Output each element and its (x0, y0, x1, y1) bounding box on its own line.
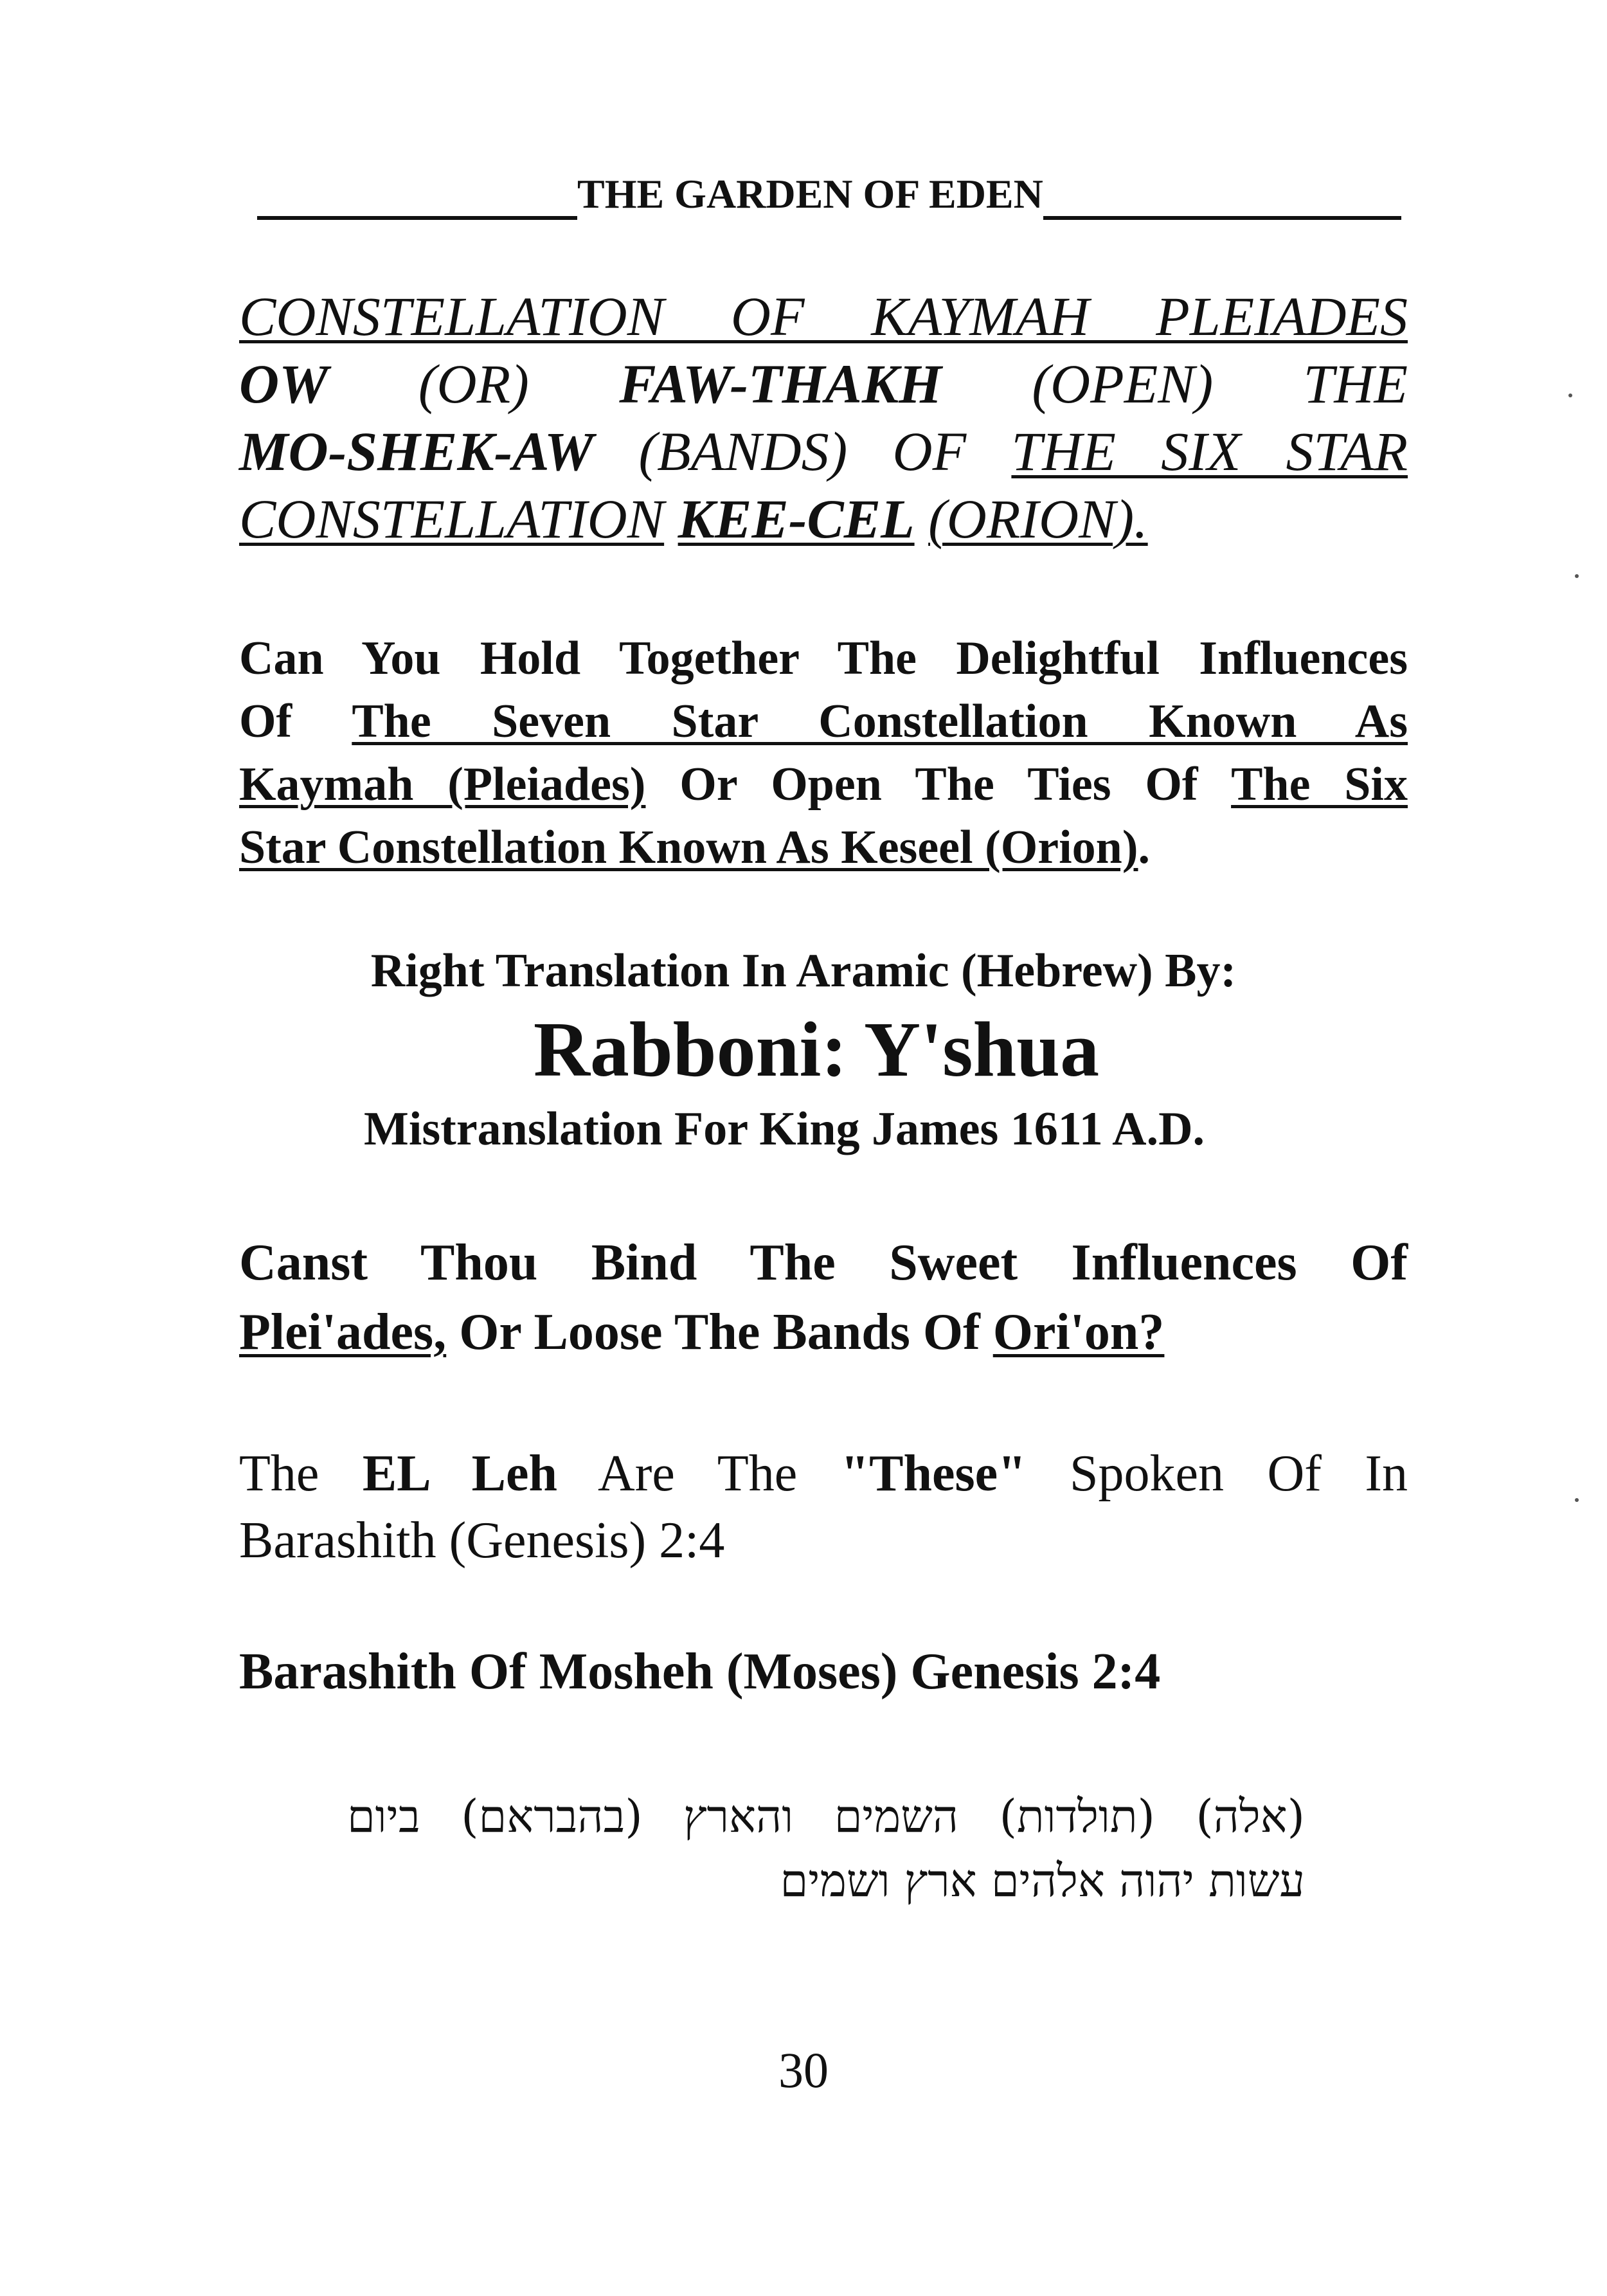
faw-thakh-word: FAW-THAKH (619, 353, 942, 415)
the-word: The (239, 1445, 319, 1502)
el-leh-word: EL Leh (362, 1445, 557, 1502)
constellation-heading-line (239, 283, 1408, 350)
paragraph-line (239, 1440, 1408, 1507)
translation-attribution (193, 936, 1414, 1164)
scan-speck (1575, 574, 1579, 578)
verse-heading: Barashith Of Mosheh (Moses) Genesis 2:4 (239, 1643, 1161, 1700)
spoken-of-text: Spoken Of In (1070, 1445, 1408, 1502)
king-james-paragraph (239, 1228, 1408, 1367)
period: . (1138, 821, 1150, 874)
star-constellation-text: Star Constellation Known As Keseel (Orion) (239, 821, 1138, 874)
or-gloss: (OR) (418, 353, 529, 415)
constellation-word: CONSTELLATION (239, 488, 665, 550)
orion-gloss: (ORION). (928, 488, 1148, 550)
open-gloss: (OPEN) (1032, 353, 1214, 415)
hebrew-verse (347, 1784, 1305, 1913)
scan-speck (1575, 1498, 1579, 1502)
header-rule-right (1043, 176, 1401, 220)
page-number: 30 (778, 2042, 829, 2098)
el-leh-paragraph (239, 1440, 1408, 1574)
scan-speck (1568, 393, 1572, 397)
orion-word: Ori'on? (992, 1304, 1165, 1360)
kee-cel-word: KEE-CEL (678, 488, 915, 550)
the-word: THE (1303, 353, 1408, 415)
mo-shek-aw-word: MO-SHEK-AW (239, 420, 594, 482)
header-title: THE GARDEN OF EDEN (577, 171, 1043, 217)
constellation-heading-line (239, 485, 1408, 553)
seven-star-text: The Seven Star Constellation Known As (352, 695, 1408, 748)
loose-bands-text: Or Loose The Bands Of (459, 1304, 980, 1360)
open-ties-text: Or Open The Ties Of (679, 758, 1198, 811)
constellation-heading-line (239, 418, 1408, 485)
hebrew-line: (אלה) (תולדות) השמים והארץ (בהבראם) ביום (347, 1790, 1305, 1843)
mistranslation-label: Mistranslation For King James 1611 A.D. (363, 1103, 1205, 1155)
pleiades-word: Plei'ades, (239, 1304, 447, 1360)
bands-gloss: (BANDS) OF (638, 420, 967, 482)
paragraph-line: Canst Thou Bind The Sweet Influences Of (239, 1234, 1408, 1291)
paragraph-line: Barashith (Genesis) 2:4 (239, 1512, 725, 1569)
ow-word: OW (239, 353, 328, 415)
are-the-text: Are The (598, 1445, 798, 1502)
six-star-text: THE SIX STAR (1011, 420, 1408, 482)
paragraph-line: Can You Hold Together The Delightful Influences (239, 632, 1408, 685)
paragraph-line (239, 816, 1408, 879)
right-translation-paragraph (239, 627, 1408, 879)
hebrew-line: עשות יהוה אלהים ארץ ושמים (780, 1854, 1305, 1907)
header-rule-left (257, 176, 577, 220)
right-translation-label: Right Translation In Aramic (Hebrew) By: (370, 945, 1237, 997)
these-word: "These" (840, 1445, 1027, 1502)
paragraph-line (239, 1297, 1408, 1367)
the-six-text: The Six (1231, 758, 1408, 811)
constellation-heading (239, 283, 1408, 553)
paragraph-line (239, 753, 1408, 816)
kaymah-text: Kaymah (Pleiades) (239, 758, 646, 811)
running-header (257, 168, 1401, 220)
constellation-kaymah-text: CONSTELLATION OF KAYMAH PLEIADES (239, 285, 1408, 347)
translator-name: Rabboni: Y'shua (533, 1006, 1100, 1093)
constellation-heading-line (239, 350, 1408, 418)
of-word: Of (239, 695, 292, 748)
paragraph-line (239, 690, 1408, 753)
